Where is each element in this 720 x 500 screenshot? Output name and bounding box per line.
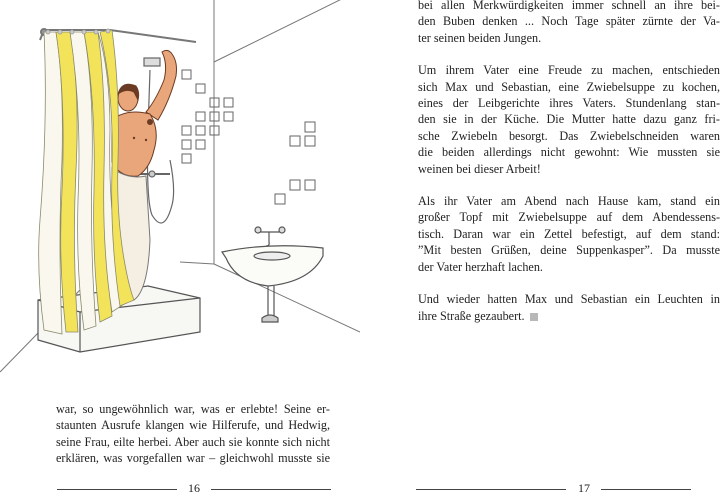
- footer-rule-left: [416, 489, 566, 490]
- text-line: tisch. Daran war ein Zettel befestigt, auf dem stand:: [418, 226, 720, 241]
- text-line: bei allen Merkwürdigkeiten immer schnell an ihre bei-: [418, 0, 720, 12]
- paragraph: [418, 291, 720, 324]
- page-number: 16: [188, 481, 200, 495]
- text-line: staunten Ausrufe klangen wie Hilferufe, und Hedwig,: [56, 418, 330, 433]
- text-line: großer Topf mit Zwiebelsuppe auf dem Abendessens-: [418, 210, 720, 225]
- end-mark-icon: [530, 313, 538, 321]
- left-page-footer: [0, 481, 360, 495]
- left-page-text: [56, 401, 330, 467]
- text-line-content: ihre Straße gezaubert.: [418, 308, 525, 323]
- text-line: erklären, was vorgefallen war – gleichwohl musste sie: [56, 451, 330, 466]
- paragraph: [418, 0, 720, 46]
- text-line: Und wieder hatten Max und Sebastian ein Leuchten in: [418, 292, 720, 307]
- paragraph: [418, 62, 720, 177]
- footer-rule-right: [211, 489, 331, 490]
- text-line: der Vater herzhaft lachen.: [418, 259, 543, 274]
- right-page-footer: [360, 481, 720, 495]
- text-line: Als ihr Vater am Abend nach Hause kam, stand ein: [418, 194, 720, 209]
- paragraph: [418, 193, 720, 275]
- right-page-text: [418, 0, 720, 324]
- text-line: [418, 308, 720, 324]
- text-line: den sie in der Küche. Die Mutter hatte dazu ganz fri-: [418, 112, 720, 127]
- text-line: seine Frau, eilte herbei. Aber auch sie konnte sich nicht: [56, 434, 330, 449]
- text-line: die beiden allerdings nicht gewohnt: Wie mussten sie: [418, 145, 720, 160]
- text-line: sich Max und Sebastian, eine Zwiebelsuppe zu kochen,: [418, 79, 720, 94]
- text-line: den Buben denken ... Noch Tage später zürnte der Va-: [418, 14, 720, 29]
- text-line: Um ihrem Vater eine Freude zu machen, entschieden: [418, 63, 720, 78]
- text-line: ”Mit besten Grüßen, deine Suppenkasper”. Da musste: [418, 243, 720, 258]
- shower-illustration: [0, 0, 360, 375]
- footer-rule-right: [601, 489, 691, 490]
- footer-rule-left: [57, 489, 177, 490]
- text-line: sche Zwiebeln besorgt. Das Zwiebelschneiden waren: [418, 128, 720, 143]
- text-line: weinen bei dieser Arbeit!: [418, 161, 541, 176]
- text-line: war, so ungewöhnlich war, was er erlebte! Seine er-: [56, 402, 330, 416]
- text-line: eines der Leibgerichte ihres Vaters. Stundenlang stan-: [418, 96, 720, 111]
- wall-tiles: [182, 70, 315, 204]
- page-number: 17: [578, 481, 590, 495]
- text-line: ter seinen beiden Jungen.: [418, 30, 542, 45]
